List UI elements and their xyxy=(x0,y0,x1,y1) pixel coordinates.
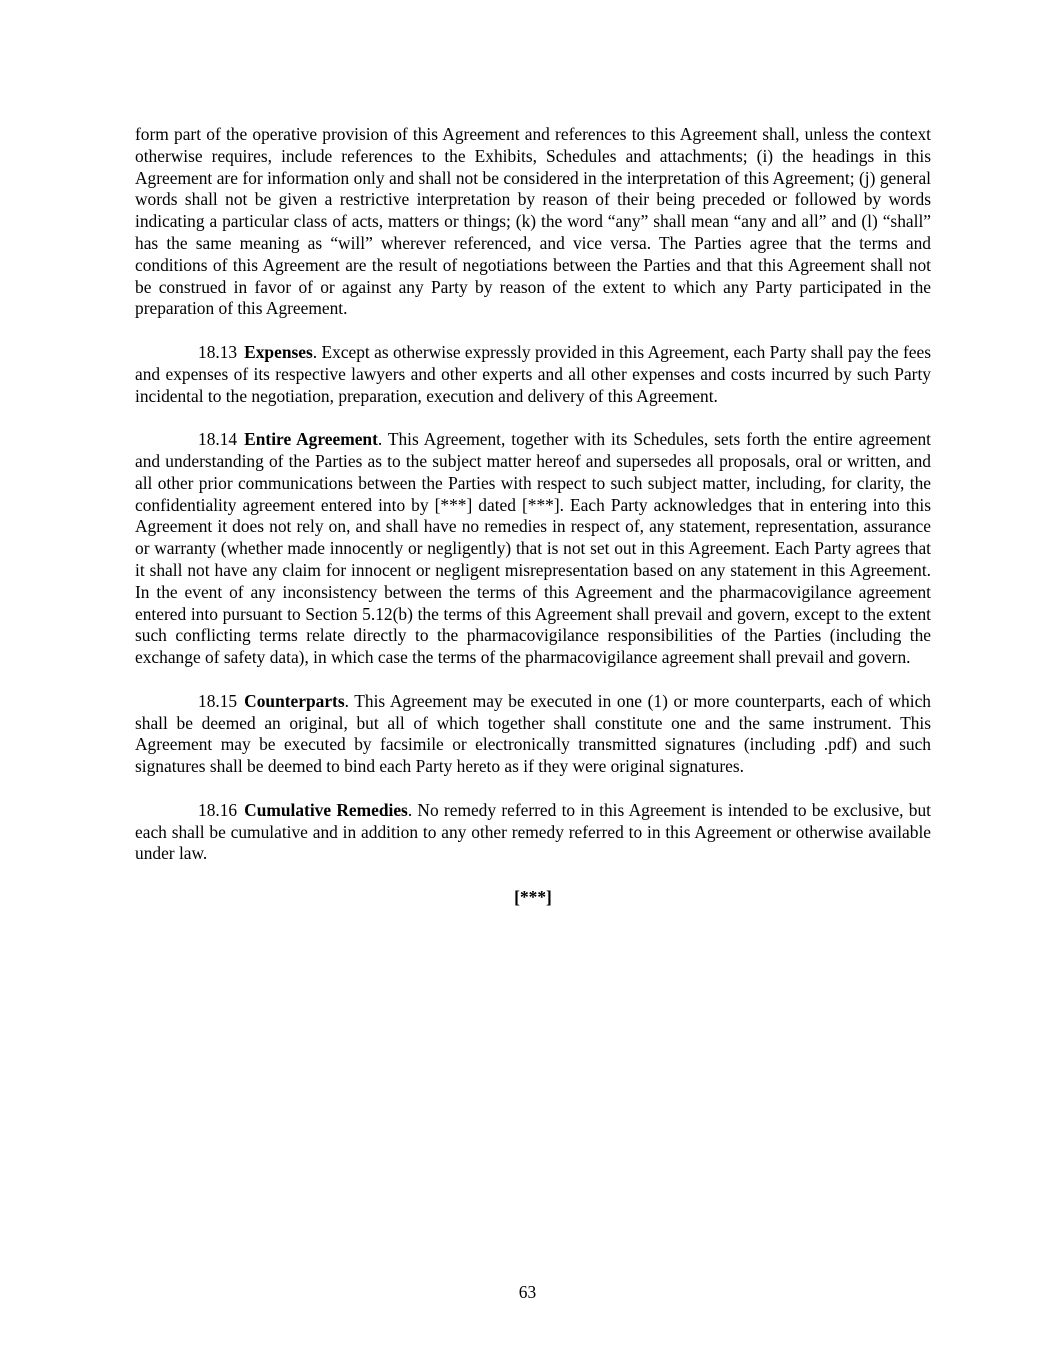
section-number: 18.15 xyxy=(198,690,238,711)
section-number: 18.14 xyxy=(198,429,238,450)
section-heading: Expenses xyxy=(244,341,313,362)
section-18-13 xyxy=(135,342,931,407)
section-number: 18.13 xyxy=(198,341,238,362)
section-18-15 xyxy=(135,691,931,778)
section-heading: Cumulative Remedies xyxy=(244,799,408,820)
section-18-14 xyxy=(135,429,931,669)
section-text: . Except as otherwise expressly provided in this Agreement, each Party shall pay the fees and expenses of its respective lawyers and other experts and all other expenses and costs incurred by such Party incidental to the negotiation, preparation, execution and delivery of this Agreement. xyxy=(135,341,931,406)
section-text: . No remedy referred to in this Agreement is intended to be exclusive, but each shall be cumulative and in addition to any other remedy referred to in this Agreement or otherwise available under law. xyxy=(135,799,931,864)
section-18-16 xyxy=(135,800,931,865)
intro-paragraph: form part of the operative provision of this Agreement and references to this Agreement shall, unless the context otherwise requires, include references to the Exhibits, Schedules and attachments; (i) the headings in this Agreement are for information only and shall not be considered in the interpretation of this Agreement; (j) general words shall not be given a restrictive interpretation by reason of their being preceded or followed by words indicating a particular class of acts, matters or things; (k) the word “any” shall mean “any and all” and (l) “shall” has the same meaning as “will” wherever referenced, and vice versa. The Parties agree that the terms and conditions of this Agreement are the result of negotiations between the Parties and that this Agreement shall not be construed in favor of or against any Party by reason of the extent to which any Party participated in the preparation of this Agreement. xyxy=(135,124,931,319)
section-text: . This Agreement may be executed in one (1) or more counterparts, each of which shall be deemed an original, but all of which together shall constitute one and the same instrument. This Agreement may be executed by facsimile or electronically transmitted signatures (including .pdf) and such signatures shall be deemed to bind each Party hereto as if they were original signatures. xyxy=(135,690,931,777)
page-number: 63 xyxy=(518,1282,537,1302)
section-number: 18.16 xyxy=(198,799,238,820)
document-body xyxy=(135,124,931,930)
redaction-marker: [***] xyxy=(514,886,552,907)
section-heading: Entire Agreement xyxy=(244,429,378,450)
section-text: . This Agreement, together with its Schedules, sets forth the entire agreement and understanding of the Parties as to the subject matter hereof and supersedes all proposals, oral or written, and all other prior communications between the Parties with respect to such subject matter, including, for clarity, the confidentiality agreement entered into by [***] dated [***]. Each Party acknowledges that in entering into this Agreement it does not rely on, and shall have no remedies in respect of, any statement, representation, assurance or warranty (whether made innocently or negligently) that is not set out in this Agreement. Each Party agrees that it shall not have any claim for innocent or negligent misrepresentation based on any statement in this Agreement. In the event of any inconsistency between the terms of this Agreement and the pharmacovigilance agreement entered into pursuant to Section 5.12(b) the terms of this Agreement shall prevail and govern, except to the extent such conflicting terms relate directly to the pharmacovigilance responsibilities of the Parties (including the exchange of safety data), in which case the terms of the pharmacovigilance agreement shall prevail and govern. xyxy=(135,429,931,668)
section-heading: Counterparts xyxy=(244,690,345,711)
